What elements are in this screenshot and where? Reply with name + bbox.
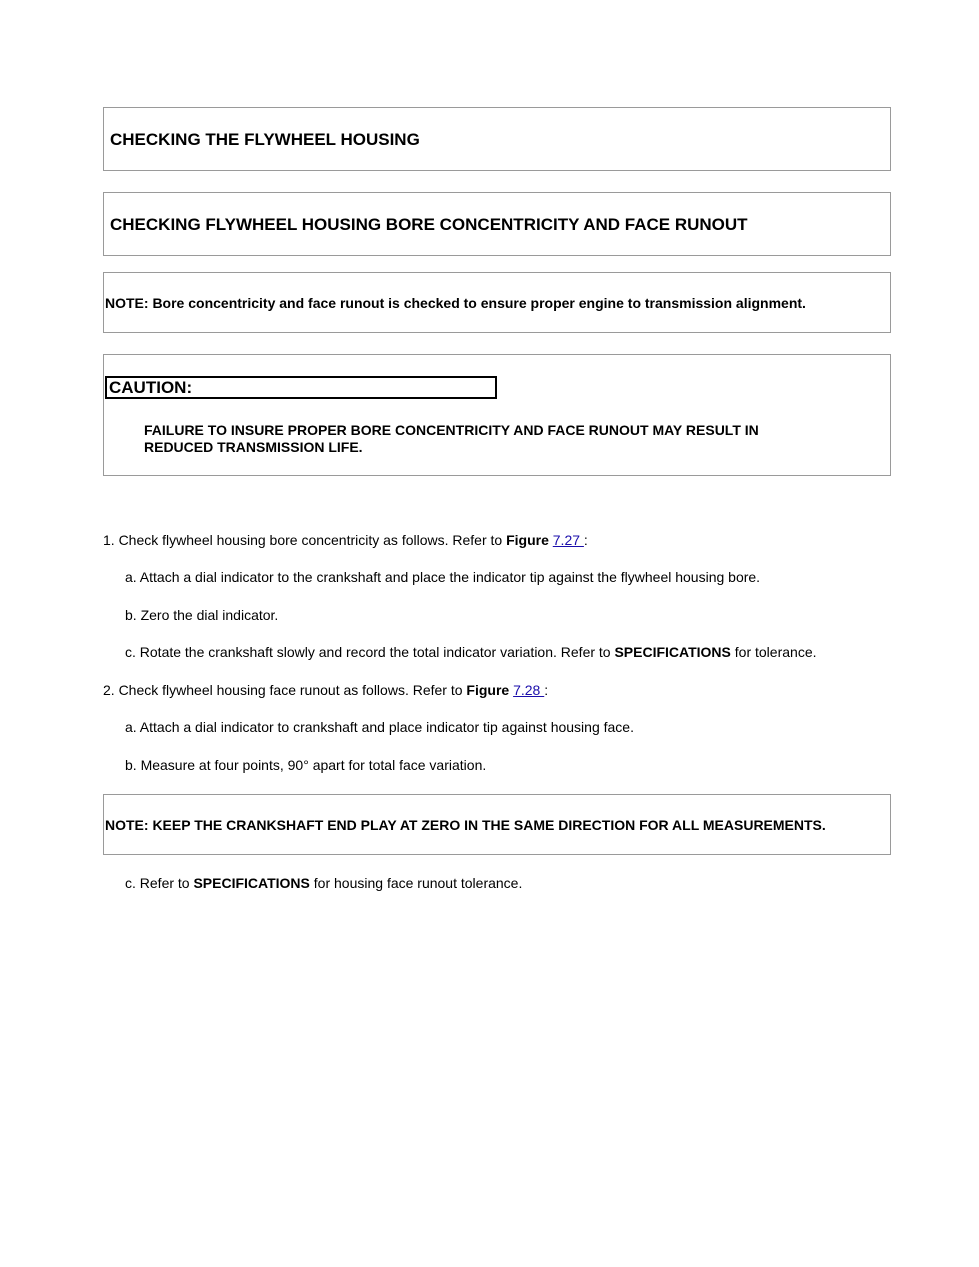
step-2c	[125, 875, 522, 892]
step-1c-post: for tolerance.	[730, 644, 817, 660]
caution-box	[103, 354, 891, 476]
caution-label: CAUTION:	[105, 376, 497, 399]
step-2a: a. Attach a dial indicator to crankshaft and place indicator tip against housing face.	[125, 719, 634, 735]
step-1-suffix: :	[583, 532, 588, 548]
caution-line-2: REDUCED TRANSMISSION LIFE.	[144, 439, 363, 455]
title-box	[103, 107, 891, 171]
note-text-2: NOTE: KEEP THE CRANKSHAFT END PLAY AT ZERO IN THE SAME DIRECTION FOR ALL MEASUREMENTS.	[105, 817, 826, 833]
figure-link-7-27[interactable]: 7.27	[552, 532, 584, 548]
figure-word: Figure	[506, 532, 549, 548]
note-box	[103, 272, 891, 333]
step-2-text: 2. Check flywheel housing face runout as follows. Refer to	[103, 682, 467, 698]
figure-link-7-28[interactable]: 7.28	[513, 682, 545, 698]
step-2-suffix: :	[544, 682, 549, 698]
step-1c	[125, 644, 817, 661]
step-1c-pre: c. Rotate the crankshaft slowly and record the total indicator variation. Refer to	[125, 644, 615, 660]
step-2b: b. Measure at four points, 90° apart for total face variation.	[125, 757, 487, 773]
specifications-ref-2: SPECIFICATIONS	[193, 875, 310, 891]
page-title: CHECKING THE FLYWHEEL HOUSING	[110, 130, 420, 149]
step-1	[103, 532, 588, 549]
caution-line-1: FAILURE TO INSURE PROPER BORE CONCENTRICITY AND FACE RUNOUT MAY RESULT IN	[144, 422, 759, 438]
note-text: NOTE: Bore concentricity and face runout is checked to ensure proper engine to transmission alignment.	[105, 295, 806, 311]
specifications-ref: SPECIFICATIONS	[614, 644, 731, 660]
step-2c-pre: c. Refer to	[125, 875, 194, 891]
step-1-text: 1. Check flywheel housing bore concentricity as follows. Refer to	[103, 532, 507, 548]
section-heading: CHECKING FLYWHEEL HOUSING BORE CONCENTRICITY AND FACE RUNOUT	[110, 215, 748, 234]
caution-text	[144, 422, 844, 456]
step-2	[103, 682, 548, 699]
step-2c-post: for housing face runout tolerance.	[309, 875, 523, 891]
step-1b: b. Zero the dial indicator.	[125, 607, 279, 623]
section-heading-box	[103, 192, 891, 256]
note-box-2	[103, 794, 891, 855]
figure-word: Figure	[466, 682, 510, 698]
step-1a: a. Attach a dial indicator to the crankshaft and place the indicator tip against the flywheel housing bore.	[125, 569, 761, 585]
